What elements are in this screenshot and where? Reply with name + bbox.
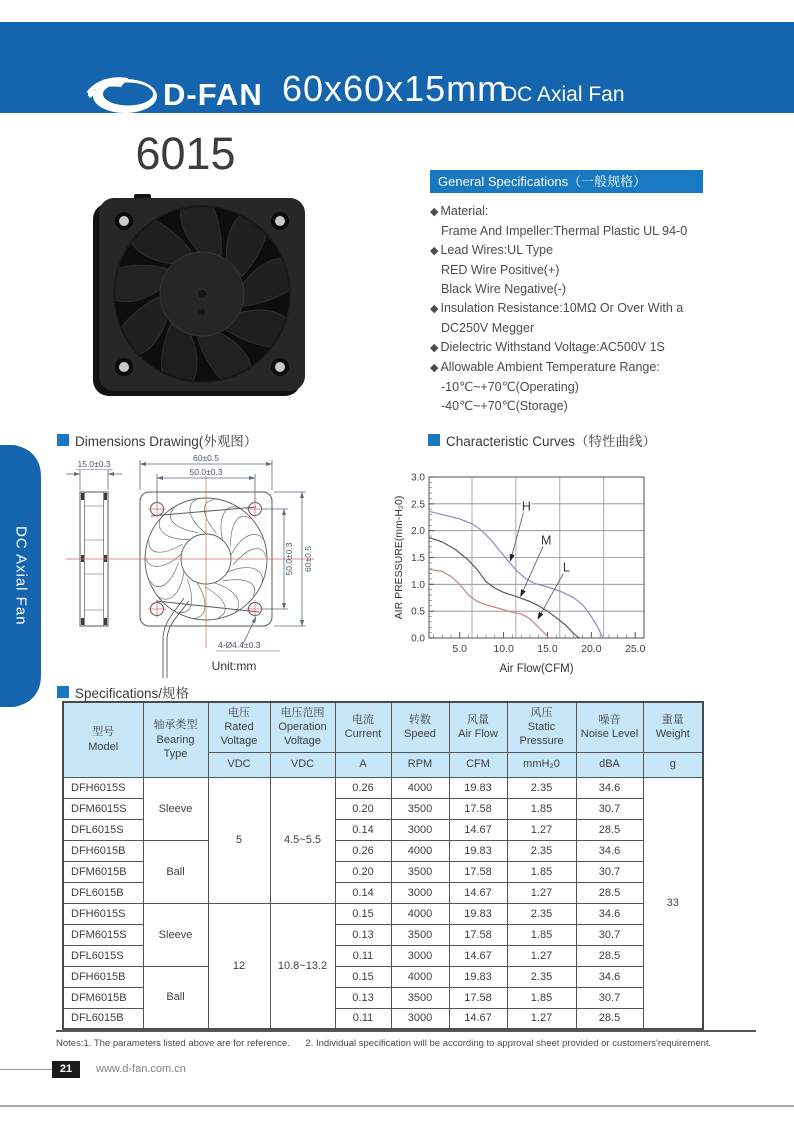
pressure-cell: 1.85: [507, 861, 576, 882]
pressure-cell: 2.35: [507, 840, 576, 861]
pressure-cell: 1.27: [507, 945, 576, 966]
table-row: [63, 903, 703, 924]
model-number: 6015: [135, 128, 236, 179]
noise-cell: 34.6: [576, 840, 643, 861]
airflow-cell: 19.83: [449, 777, 507, 798]
section-bullet-icon: [428, 434, 440, 446]
rated-voltage-cell: 12: [208, 903, 270, 1029]
model-cell: DFL6015B: [63, 1008, 143, 1029]
chart-ylabel: AIR PRESSURE(mm-H₂0): [393, 495, 405, 620]
notes: [56, 1030, 756, 1049]
bearing-cell: Ball: [143, 966, 208, 1029]
svg-text:3.0: 3.0: [411, 472, 425, 484]
spec-item-text: Dielectric Withstand Voltage:AC500V 1S: [440, 340, 665, 354]
dim-depth-label: 15.0±0.3: [77, 459, 111, 469]
current-cell: 0.13: [335, 924, 391, 945]
general-specs-list: [430, 202, 703, 416]
fan-product-photo: [84, 194, 322, 402]
spec-item-text: Black Wire Negative(-): [441, 282, 567, 296]
noise-cell: 28.5: [576, 882, 643, 903]
pressure-cell: 2.35: [507, 966, 576, 987]
pressure-cell: 1.85: [507, 987, 576, 1008]
header-bar: [0, 22, 794, 113]
speed-cell: 4000: [391, 777, 449, 798]
bearing-cell: Ball: [143, 840, 208, 903]
spec-item-text: Frame And Impeller:Thermal Plastic UL 94-0: [441, 224, 688, 238]
current-cell: 0.20: [335, 798, 391, 819]
spec-item: [430, 299, 703, 319]
model-cell: DFH6015B: [63, 840, 143, 861]
airflow-cell: 17.58: [449, 798, 507, 819]
pressure-cell: 1.85: [507, 798, 576, 819]
pressure-cell: 1.27: [507, 819, 576, 840]
note-1: Notes:1. The parameters listed above are for reference.: [56, 1038, 290, 1049]
side-tab-dc-axial-fan: [0, 445, 42, 707]
dim-height-label: 60±0.5: [303, 546, 313, 572]
model-cell: DFL6015S: [63, 945, 143, 966]
spec-table-body: [63, 777, 703, 1029]
current-cell: 0.15: [335, 903, 391, 924]
noise-cell: 28.5: [576, 945, 643, 966]
column-unit: A: [335, 752, 391, 777]
column-unit: VDC: [208, 752, 270, 777]
column-header: 型号 Model: [63, 702, 143, 777]
column-header: 风量 Air Flow: [449, 702, 507, 752]
speed-cell: 4000: [391, 840, 449, 861]
characteristic-curves-chart: [392, 458, 694, 678]
column-header: 电流 Current: [335, 702, 391, 752]
spec-item: [430, 202, 703, 222]
noise-cell: 30.7: [576, 798, 643, 819]
noise-cell: 34.6: [576, 903, 643, 924]
spec-table: [62, 701, 704, 1030]
model-cell: DFM6015S: [63, 798, 143, 819]
column-header: 电压 Rated Voltage: [208, 702, 270, 752]
column-unit: dBA: [576, 752, 643, 777]
pressure-cell: 1.27: [507, 882, 576, 903]
footer-divider: [0, 1069, 52, 1070]
spec-item: [430, 378, 703, 397]
svg-text:2.0: 2.0: [411, 526, 425, 538]
column-unit: RPM: [391, 752, 449, 777]
chart-xlabel: Air Flow(CFM): [499, 663, 574, 675]
column-header: 轴承类型 Bearing Type: [143, 702, 208, 777]
model-cell: DFM6015S: [63, 924, 143, 945]
current-cell: 0.14: [335, 882, 391, 903]
bottom-rule: [0, 1105, 794, 1107]
pressure-cell: 1.27: [507, 1008, 576, 1029]
section-title: Characteristic Curves（特性曲线）: [446, 434, 657, 449]
noise-cell: 34.6: [576, 966, 643, 987]
current-cell: 0.14: [335, 819, 391, 840]
page-title: 60x60x15mm: [282, 68, 509, 109]
bearing-cell: Sleeve: [143, 903, 208, 966]
speed-cell: 3000: [391, 945, 449, 966]
section-header-specifications: [57, 682, 189, 702]
spec-item: [430, 261, 703, 280]
model-cell: DFH6015B: [63, 966, 143, 987]
airflow-cell: 19.83: [449, 840, 507, 861]
side-tab-label: DC Axial Fan: [12, 526, 30, 626]
dimensions-drawing: [56, 452, 388, 684]
speed-cell: 4000: [391, 966, 449, 987]
spec-item-text: Material:: [440, 204, 489, 218]
svg-text:H: H: [521, 499, 531, 514]
spec-item: [430, 338, 703, 358]
spec-item: [430, 280, 703, 299]
current-cell: 0.11: [335, 945, 391, 966]
current-cell: 0.11: [335, 1008, 391, 1029]
bearing-cell: Sleeve: [143, 777, 208, 840]
page-number-badge: 21: [52, 1061, 80, 1078]
column-header: 风压 Static Pressure: [507, 702, 576, 752]
spec-item: [430, 358, 703, 378]
section-header-dimensions: [57, 430, 257, 450]
model-cell: DFH6015S: [63, 903, 143, 924]
dim-width-label: 60±0.5: [193, 453, 219, 463]
operation-voltage-cell: 4.5~5.5: [270, 777, 335, 903]
spec-item-text: Lead Wires:UL Type: [440, 243, 554, 257]
pressure-cell: 2.35: [507, 903, 576, 924]
model-cell: DFL6015B: [63, 882, 143, 903]
noise-cell: 28.5: [576, 1008, 643, 1029]
svg-text:2.5: 2.5: [411, 499, 425, 511]
svg-text:20.0: 20.0: [581, 643, 602, 655]
spec-table-head: [63, 702, 703, 777]
section-bullet-icon: [57, 434, 69, 446]
pressure-cell: 1.85: [507, 924, 576, 945]
speed-cell: 3500: [391, 987, 449, 1008]
svg-text:0.0: 0.0: [411, 633, 425, 645]
column-header: 重量 Weight: [643, 702, 703, 752]
section-title: Dimensions Drawing(外观图）: [75, 434, 258, 449]
dim-mounting-holes-label: 4-Ø4.4±0.3: [218, 640, 261, 650]
svg-text:25.0: 25.0: [625, 643, 646, 655]
dim-hole-pitch-h-label: 50.0±0.3: [189, 467, 223, 477]
rated-voltage-cell: 5: [208, 777, 270, 903]
airflow-cell: 14.67: [449, 819, 507, 840]
svg-text:0.5: 0.5: [411, 606, 425, 618]
current-cell: 0.26: [335, 840, 391, 861]
svg-text:15.0: 15.0: [537, 643, 558, 655]
airflow-cell: 19.83: [449, 903, 507, 924]
speed-cell: 3000: [391, 819, 449, 840]
noise-cell: 30.7: [576, 861, 643, 882]
airflow-cell: 17.58: [449, 924, 507, 945]
table-row: [63, 777, 703, 798]
speed-cell: 3500: [391, 861, 449, 882]
speed-cell: 3000: [391, 1008, 449, 1029]
general-specifications-title: General Specifications（一般规格）: [430, 170, 703, 193]
general-specifications-panel: [430, 170, 703, 416]
airflow-cell: 14.67: [449, 882, 507, 903]
spec-item-text: -10℃~+70℃(Operating): [441, 380, 579, 394]
noise-cell: 28.5: [576, 819, 643, 840]
model-cell: DFM6015B: [63, 987, 143, 1008]
spec-item-text: RED Wire Positive(+): [441, 263, 560, 277]
diamond-bullet-icon: ◆: [430, 206, 439, 218]
current-cell: 0.26: [335, 777, 391, 798]
column-unit: CFM: [449, 752, 507, 777]
svg-text:1.0: 1.0: [411, 579, 425, 591]
spec-item-text: DC250V Megger: [441, 321, 535, 335]
current-cell: 0.20: [335, 861, 391, 882]
airflow-cell: 17.58: [449, 987, 507, 1008]
svg-text:L: L: [562, 560, 570, 575]
noise-cell: 30.7: [576, 924, 643, 945]
airflow-cell: 14.67: [449, 945, 507, 966]
website-link[interactable]: www.d-fan.com.cn: [96, 1063, 186, 1075]
dim-hole-pitch-v-label: 50.0±0.3: [284, 542, 294, 576]
svg-text:10.0: 10.0: [493, 643, 514, 655]
model-cell: DFH6015S: [63, 777, 143, 798]
spec-item-text: Allowable Ambient Temperature Range:: [440, 360, 660, 374]
spec-item: [430, 397, 703, 416]
brand-name: D-FAN: [163, 77, 263, 112]
column-header: 电压范围 Operation Voltage: [270, 702, 335, 752]
section-header-curves: [428, 430, 656, 450]
speed-cell: 3500: [391, 798, 449, 819]
spec-item-text: -40℃~+70℃(Storage): [441, 399, 568, 413]
spec-item-text: Insulation Resistance:10MΩ Or Over With a: [440, 301, 684, 315]
spec-item: [430, 222, 703, 241]
spec-item: [430, 241, 703, 261]
column-unit: mmH₂0: [507, 752, 576, 777]
column-header: 转数 Speed: [391, 702, 449, 752]
airflow-cell: 14.67: [449, 1008, 507, 1029]
note-2: 2. Individual specification will be according to approval sheet provided or customers'requirement.: [305, 1038, 712, 1049]
noise-cell: 30.7: [576, 987, 643, 1008]
airflow-cell: 17.58: [449, 861, 507, 882]
weight-cell: 33: [643, 777, 703, 1029]
svg-text:M: M: [540, 533, 552, 548]
column-unit: g: [643, 752, 703, 777]
section-bullet-icon: [57, 686, 69, 698]
svg-text:5.0: 5.0: [452, 643, 468, 655]
section-title: Specifications/规格: [75, 686, 190, 701]
table-row: [63, 840, 703, 861]
airflow-cell: 19.83: [449, 966, 507, 987]
diamond-bullet-icon: ◆: [430, 245, 439, 257]
operation-voltage-cell: 10.8~13.2: [270, 903, 335, 1029]
current-cell: 0.15: [335, 966, 391, 987]
column-unit: VDC: [270, 752, 335, 777]
pressure-cell: 2.35: [507, 777, 576, 798]
speed-cell: 4000: [391, 903, 449, 924]
model-cell: DFM6015B: [63, 861, 143, 882]
page-subtitle: DC Axial Fan: [502, 83, 625, 106]
column-header: 噪音 Noise Level: [576, 702, 643, 752]
diamond-bullet-icon: ◆: [430, 303, 439, 315]
d-fan-logo-icon: [84, 72, 160, 118]
diamond-bullet-icon: ◆: [430, 362, 439, 374]
speed-cell: 3000: [391, 882, 449, 903]
model-cell: DFL6015S: [63, 819, 143, 840]
current-cell: 0.13: [335, 987, 391, 1008]
diamond-bullet-icon: ◆: [430, 342, 439, 354]
speed-cell: 3500: [391, 924, 449, 945]
table-row: [63, 966, 703, 987]
noise-cell: 34.6: [576, 777, 643, 798]
svg-text:1.5: 1.5: [411, 553, 425, 564]
spec-item: [430, 319, 703, 338]
unit-label: Unit:mm: [211, 659, 257, 673]
